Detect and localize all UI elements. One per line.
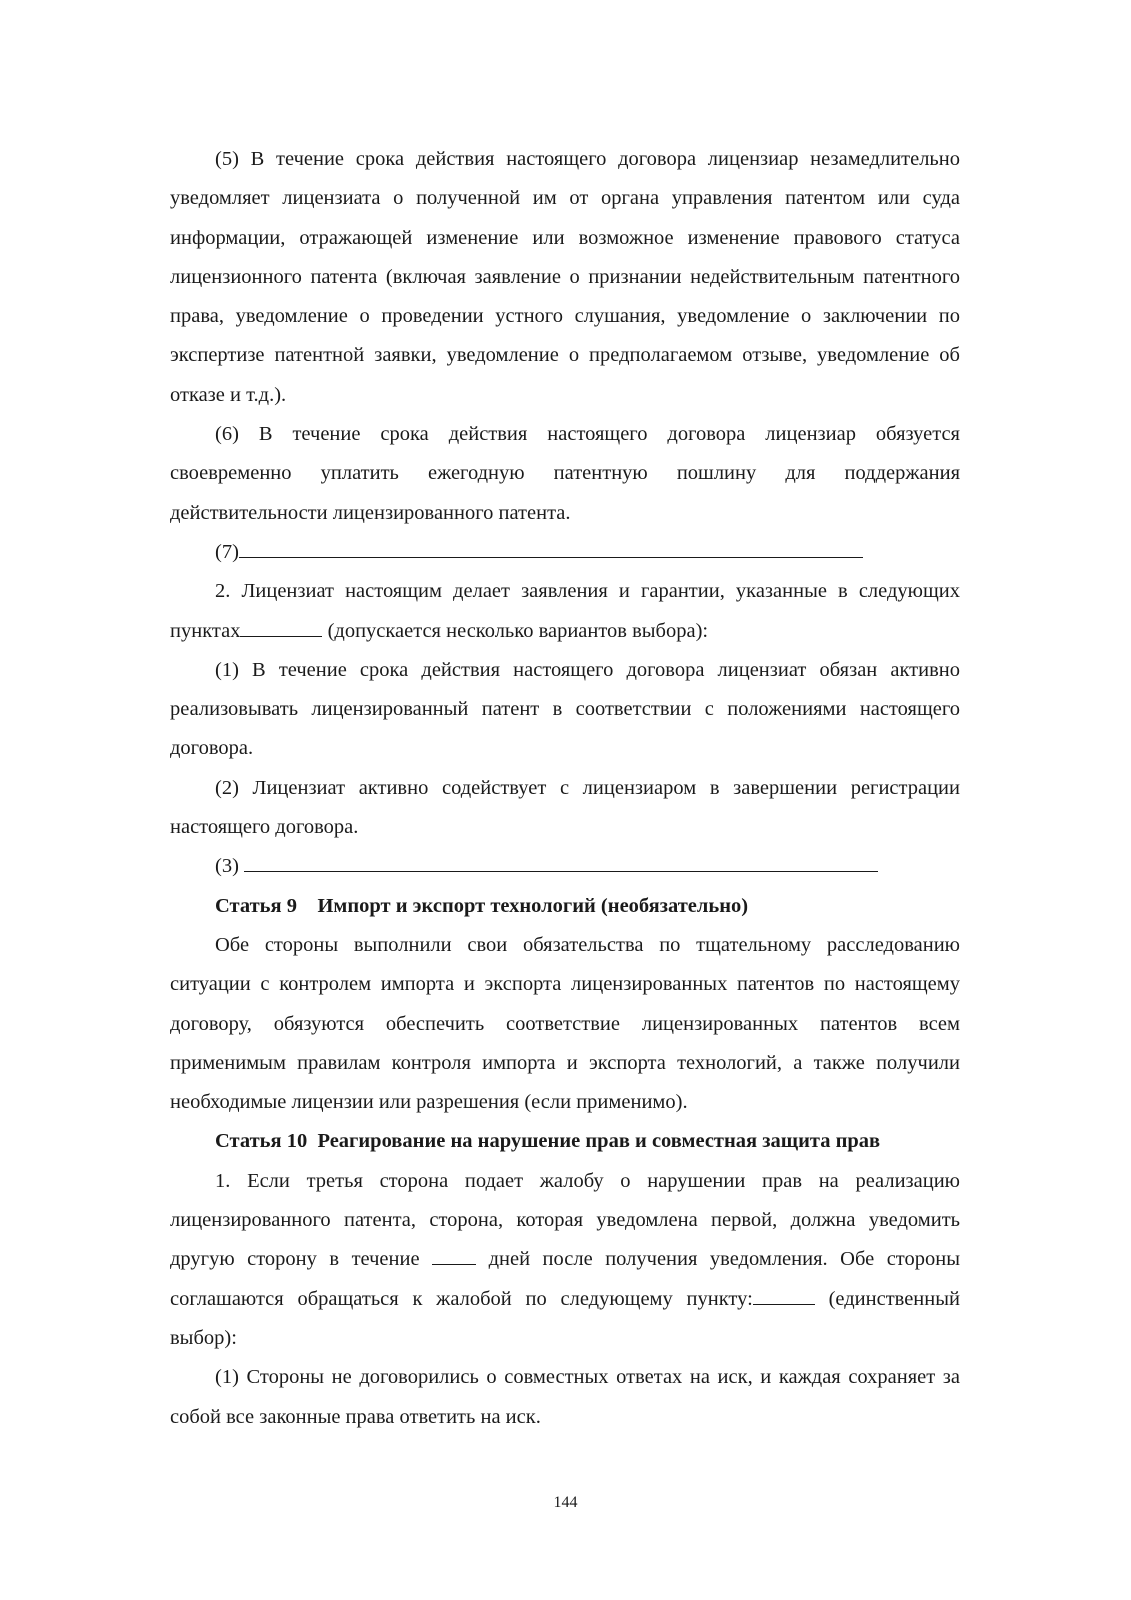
clause-7 (170, 533, 960, 572)
licensee-clause-1: (1) В течение срока действия настоящего договора лицензиат обязан активно реализовывать лицензированный патент в соответствии с положениями настоящего договора. (170, 658, 960, 760)
licensee-clause-2: (2) Лицензиат активно содействует с лицензиаром в завершении регистрации настоящего договора. (170, 776, 960, 839)
licensee-clause-3-label: (3) (215, 855, 245, 878)
document-page (170, 140, 960, 1437)
licensee-intro-text: 2. Лицензиат настоящим делает заявления и гарантии, указанные в следующих пунктах (170, 580, 960, 642)
clause-7-blank (239, 535, 863, 558)
licensee-choice-blank (240, 614, 322, 637)
article-10-clause-1-text-c: (единственный выбор): (170, 1287, 960, 1349)
clause-6: (6) В течение срока действия настоящего договора лицензиар обязуется своевременно уплатить ежегодную патентную пошлину для поддержания действительности лицензированного патента. (170, 423, 960, 524)
days-blank (432, 1242, 476, 1265)
article-10-option-1: (1) Стороны не договорились о совместных ответах на иск, и каждая сохраняет за собой все законные права ответить на иск. (170, 1366, 960, 1428)
article-10-clause-1 (170, 1162, 960, 1358)
article-10-clause-1-text-b: дней после получения уведомления. Обе стороны соглашаются обращаться к жалобой по следующему пункту: (170, 1248, 960, 1310)
page-number: 144 (553, 1494, 578, 1511)
licensee-clause-3-blank (244, 849, 878, 872)
article-9-text: Обе стороны выполнили свои обязательства по тщательному расследованию ситуации с контролем импорта и экспорта лицензированных патентов по настоящему договору, обязуются обеспечить соответствие лицензированных патентов всем применимым правилам контроля импорта и экспорта технологий, а также получили необходимые лицензии или разрешения (если применимо). (170, 933, 960, 1114)
licensee-warranties-intro (170, 572, 960, 651)
response-choice-blank (753, 1282, 815, 1305)
clause-5: (5) В течение срока действия настоящего договора лицензиар незамедлительно уведомляет лицензиата о полученной им от органа управления патентом или суда информации, отражающей изменение или возможное изменение правового статуса лицензионного патента (включая заявление о признании недействительным патентного права, уведомление о проведении устного слушания, уведомление о заключении по экспертизе патентной заявки, уведомление о предполагаемом отзыве, уведомление об отказе и т.д.). (170, 148, 960, 406)
licensee-intro-note: (допускается несколько вариантов выбора): (322, 619, 709, 642)
article-9-heading: Статья 9 Импорт и экспорт технологий (необязательно) (215, 894, 749, 917)
article-10-clause-1-text-a: 1. Если третья сторона подает жалобу о нарушении прав на реализацию лицензированного патента, сторона, которая уведомлена первой, должна уведомить другую сторону в течение (170, 1169, 960, 1271)
article-10-heading: Статья 10 Реагирование на нарушение прав и совместная защита прав (215, 1130, 881, 1153)
licensee-clause-3 (170, 847, 960, 886)
clause-7-label: (7) (215, 540, 239, 563)
